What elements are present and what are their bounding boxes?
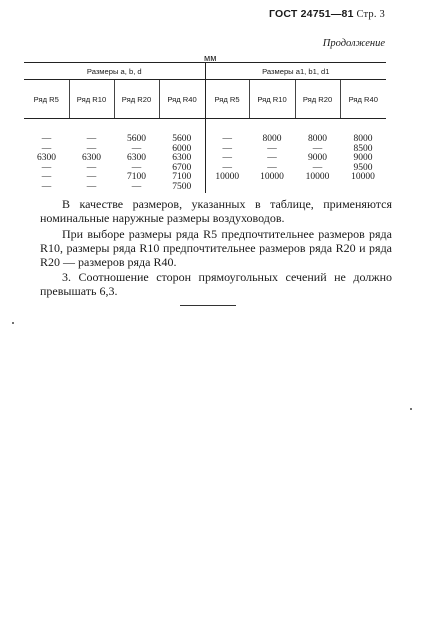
table-row: [24, 164, 386, 174]
table-cell: —: [86, 162, 97, 173]
paragraph-aspect-ratio: 3. Соотношение сторон прямоугольных сечений не должно превышать 6,3.: [40, 270, 392, 299]
table-cell: —: [312, 162, 323, 173]
standard-number: ГОСТ 24751—81: [269, 8, 354, 20]
table-cell: —: [131, 181, 142, 192]
table-row: [24, 183, 386, 193]
col-header: Ряд R40: [340, 80, 386, 119]
table-cell: 6300: [37, 153, 56, 164]
table-cell: 9000: [308, 153, 328, 164]
group-header-right: Размеры a1, b1, d1: [205, 63, 386, 80]
col-header: Ряд R10: [249, 80, 295, 119]
table-cell: 7100: [127, 172, 146, 183]
sizes-table: [24, 62, 386, 193]
table-cell: 8500: [353, 143, 373, 154]
table-cell: 5600: [172, 134, 192, 144]
table-cell: 6700: [172, 162, 192, 173]
col-header: Ряд R5: [205, 80, 249, 119]
table-cell: 6300: [127, 153, 146, 164]
table-cell: 9500: [353, 162, 373, 173]
table-cell: 10000: [305, 172, 330, 183]
col-header: Ряд R10: [69, 80, 114, 119]
table-cell: —: [131, 143, 142, 154]
unit-label: мм: [204, 53, 217, 63]
table-cell: 6300: [82, 153, 101, 164]
table-cell: 5600: [127, 134, 146, 144]
end-rule: [180, 305, 236, 306]
paragraph-sizes-note: В качестве размеров, указанных в таблице, применяются номинальные наружные размеры воздуховодов.: [40, 197, 392, 226]
table-cell: —: [267, 143, 277, 154]
table-cell: 6000: [172, 143, 192, 154]
table-cell: 7500: [172, 181, 192, 192]
page-number: Стр. 3: [356, 9, 385, 20]
paragraph-preference-note: При выборе размеры ряда R5 предпочтительнее размеров ряда R10, размеры ряда R10 предпочтительнее размеров ряда R20 и ряда R20 — размеров ряда R40.: [40, 227, 392, 270]
table-row: [24, 173, 386, 183]
table-cell: —: [267, 153, 277, 164]
scan-speck: [12, 322, 14, 324]
table-cell: —: [41, 181, 52, 192]
table-cell: —: [86, 172, 97, 183]
table-cell: —: [86, 181, 97, 192]
table-cell: 10000: [260, 172, 284, 183]
table-cell: [249, 183, 295, 193]
table-cell: 7100: [172, 172, 192, 183]
col-header: Ряд R20: [295, 80, 340, 119]
table-row: [24, 154, 386, 164]
group-header-left: Размеры a, b, d: [24, 63, 205, 80]
table-cell: —: [41, 172, 52, 183]
table-cell: 10000: [351, 172, 375, 183]
col-header: Ряд R20: [114, 80, 159, 119]
table-cell: —: [205, 164, 249, 174]
table-cell: 9000: [353, 153, 373, 164]
continuation-label: Продолжение: [322, 38, 385, 49]
table-cell: 8000: [308, 134, 328, 144]
table-cell: 6300: [172, 153, 192, 164]
table-cell: [340, 183, 386, 193]
scan-speck: [410, 408, 412, 410]
table-cell: —: [267, 162, 277, 173]
col-header: Ряд R40: [159, 80, 205, 119]
table-cell: —: [205, 154, 249, 164]
table-cell: 8000: [353, 134, 373, 144]
table-cell: [205, 183, 249, 193]
table-cell: —: [86, 134, 97, 144]
col-header: Ряд R5: [24, 80, 69, 119]
table-cell: 8000: [262, 134, 282, 144]
table-cell: —: [131, 162, 142, 173]
table-row: [24, 145, 386, 155]
table-cell: —: [205, 145, 249, 155]
table-cell: —: [41, 134, 52, 144]
table-row: [24, 119, 386, 145]
column-header-row: [24, 80, 386, 119]
table-cell: —: [312, 143, 323, 154]
table-cell: —: [41, 143, 52, 154]
table-cell: 10000: [205, 173, 249, 183]
table-cell: —: [41, 162, 52, 173]
table-cell: [295, 183, 340, 193]
table-cell: —: [86, 143, 97, 154]
table-cell: —: [205, 119, 249, 145]
page-header: [269, 8, 385, 20]
group-header-row: [24, 63, 386, 80]
